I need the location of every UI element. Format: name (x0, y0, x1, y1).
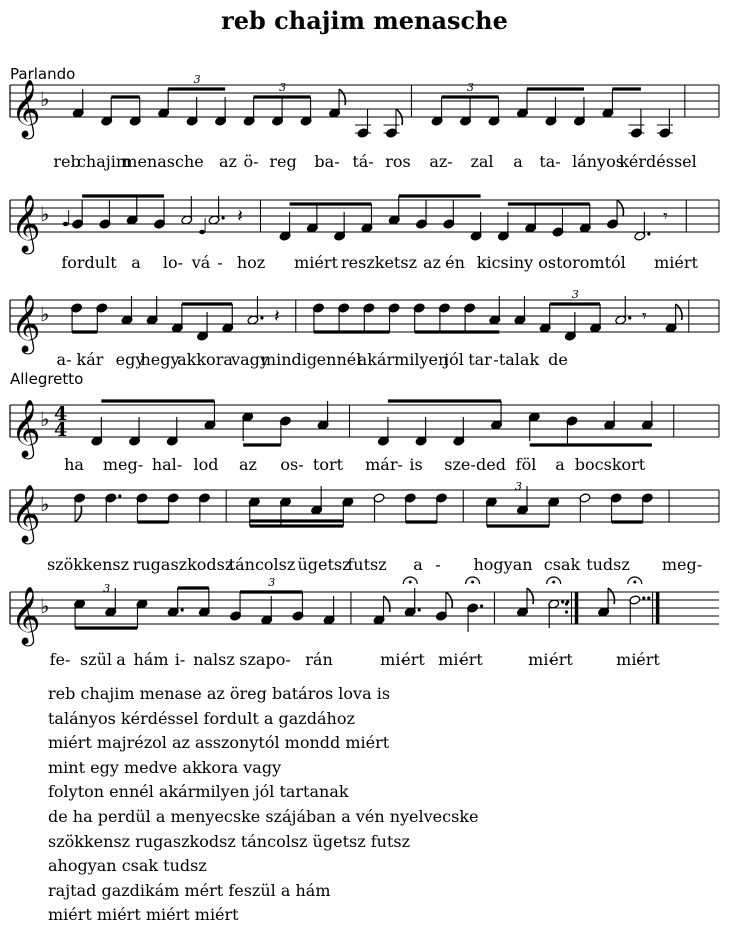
lyric-syllable: ért (459, 650, 483, 669)
lyric-syllable: az (423, 253, 441, 272)
rest-mark: 𝄾 (663, 206, 668, 227)
lyric-syllable: hegy (140, 350, 180, 369)
lyric-syllable: az (219, 152, 237, 171)
flat-icon: ♭ (40, 594, 50, 618)
lyric-syllable: fe- (49, 650, 71, 669)
lyric-syllable: szökkensz (46, 555, 130, 574)
fermata-dot (471, 581, 474, 584)
lyric-syllable: ded (476, 455, 506, 474)
song-title: reb chajim menasche (221, 6, 508, 35)
flat-icon: ♭ (40, 492, 50, 516)
lyric-syllable: lod (193, 455, 219, 474)
lyric-syllable: ba- (314, 152, 340, 171)
fermata-dot (552, 581, 555, 584)
flag-mark (384, 596, 390, 612)
dot-mark (642, 596, 645, 599)
tempo-mark-allegretto: Allegretto (10, 370, 84, 388)
treble-clef-icon: 𝄞 (11, 484, 41, 542)
treble-clef-icon: 𝄞 (11, 294, 41, 352)
lyric-syllable: lo- (162, 253, 184, 272)
tuplet-number: 3 (571, 288, 579, 301)
lyric-syllable: mi- (616, 650, 642, 669)
flat-icon: ♭ (40, 87, 50, 111)
treble-clef-icon: 𝄞 (11, 194, 41, 252)
fermata-dot (633, 581, 636, 584)
lyric-syllable: az (239, 455, 257, 474)
lyric-syllable: talak (498, 350, 540, 369)
lyric-syllable: mindig (260, 350, 318, 369)
tuplet-number: 3 (103, 582, 111, 595)
lyric-syllable: - (435, 555, 441, 574)
lyric-syllable: menasche (122, 152, 204, 171)
lyric-syllable: ennél (316, 350, 362, 369)
lyric-syllable: miért (654, 253, 698, 272)
tuplet-number: 3 (268, 576, 276, 589)
lyric-syllable: reg (269, 152, 297, 171)
lyric-syllable: a (131, 253, 141, 272)
lyric-syllable: ért (636, 650, 660, 669)
flag-mark (608, 588, 614, 604)
lyric-syllable: hogyan (473, 555, 533, 574)
flat-icon: ♭ (40, 302, 50, 326)
dot-mark (480, 604, 483, 607)
lyric-syllable: de (548, 350, 568, 369)
lyric-syllable: is (409, 455, 423, 474)
lyric-syllable: rugaszkodsz (132, 555, 234, 574)
rest-mark: 𝄽 (274, 306, 280, 327)
lyric-syllable: az- (429, 152, 453, 171)
lyric-syllable: vá (191, 253, 211, 272)
lyric-syllable: kicsiny (476, 253, 534, 272)
lyric-syllable: ros (385, 152, 411, 171)
lyric-syllable: ta- (539, 152, 561, 171)
verse-line: reb chajim menase az öreg batáros lova is (48, 684, 391, 703)
lyric-syllable: - (493, 350, 499, 369)
lyric-syllable: tá- (352, 152, 374, 171)
lyric-syllable: - (217, 253, 223, 272)
lyric-syllable: szapo- (239, 650, 291, 669)
time-signature-top: 4 (54, 403, 68, 425)
lyric-syllable: bocskort (574, 455, 646, 474)
lyric-syllable: mi- (380, 650, 406, 669)
lyric-syllable: tudsz (586, 555, 630, 574)
lyric-syllable: jól (444, 350, 464, 369)
lyric-syllable: hoz (236, 253, 266, 272)
rest-mark: 𝄽 (237, 206, 243, 227)
verse-line: folyton ennél akármilyen jól tartanak (48, 782, 349, 802)
fermata-dot (409, 581, 412, 584)
lyric-syllable: chajim (76, 152, 132, 171)
lyric-syllable: futsz (347, 555, 387, 574)
verse-line: ahogyan csak tudsz (48, 856, 207, 876)
lyric-syllable: rán (305, 650, 333, 669)
lyric-syllable: kérdéssel (619, 152, 697, 171)
lyric-syllable: a (513, 152, 523, 171)
lyric-syllable: kár (76, 350, 104, 369)
lyric-syllable: meg- (661, 555, 703, 574)
lyric-syllable: ért (401, 650, 425, 669)
lyric-syllable: ügetsz (297, 555, 351, 574)
tempo-mark-parlando: Parlando (10, 65, 76, 83)
dot-mark (181, 608, 184, 611)
lyric-syllable: csak (543, 555, 581, 574)
treble-clef-icon: 𝄞 (11, 79, 41, 137)
tuplet-number: 3 (467, 81, 475, 94)
lyric-syllable: reb (53, 152, 81, 171)
lyric-syllable: mi- (528, 650, 554, 669)
lyric-syllable: hal- (151, 455, 183, 474)
lyric-syllable: táncolsz (228, 555, 296, 574)
flag-mark (527, 588, 533, 604)
lyric-syllable: vagy (231, 350, 269, 369)
lyric-syllable: sze- (444, 455, 476, 474)
time-signature-bottom: 4 (54, 419, 68, 441)
treble-clef-icon: 𝄞 (11, 586, 41, 644)
lyric-syllable: a (116, 650, 126, 669)
lyric-syllable: ostoromtól (538, 253, 626, 272)
verse-line: de ha perdül a menyecske szájában a vén nyelvecske (48, 806, 479, 826)
flat-icon: ♭ (40, 202, 50, 226)
lyric-syllable: nalsz (193, 650, 235, 669)
verse-text (48, 682, 478, 928)
tuplet-number: 3 (193, 73, 201, 86)
lyric-syllable: ö- (243, 152, 259, 171)
treble-clef-icon: 𝄞 (11, 399, 41, 457)
lyric-syllable: meg- (102, 455, 144, 474)
rest-mark: 𝄾 (641, 306, 647, 327)
repeat-dot (565, 610, 568, 613)
lyric-syllable: már- (365, 455, 403, 474)
lyric-syllable: én (445, 253, 465, 272)
lyric-syllable: egy (115, 350, 145, 369)
tuplet-number: 3 (515, 480, 522, 493)
lyric-syllable: reszketsz (341, 253, 417, 272)
dot-mark (418, 608, 421, 611)
verse-line: mint egy medve akkora vagy (48, 757, 282, 777)
dot-mark (647, 596, 650, 599)
lyric-syllable: i- (174, 650, 186, 669)
lyric-syllable: tort (312, 455, 344, 474)
lyric-syllable: akármilyen (357, 350, 449, 369)
lyric-syllable: miért (294, 253, 338, 272)
lyric-syllable: zal (470, 152, 494, 171)
lyric-syllable: fordult (61, 253, 117, 272)
lyric-syllable: os- (280, 455, 304, 474)
lyric-syllable: a (413, 555, 423, 574)
lyric-syllable: a (555, 455, 565, 474)
lyric-syllable: hám (133, 650, 169, 669)
lyric-syllable: mi- (438, 650, 464, 669)
lyric-syllable: ért (549, 650, 573, 669)
dot-mark (561, 600, 564, 603)
lyric-syllable: föl (515, 455, 537, 474)
verse-line: miért majrézol az asszonytól mondd miért (48, 733, 390, 753)
verse-line: miért miért miért miért (48, 905, 239, 925)
verse-line: rajtad gazdikám mért feszül a hám (48, 880, 331, 900)
verse-line: szökkensz rugaszkodsz táncolsz ügetsz futsz (48, 831, 411, 851)
tuplet-number: 3 (279, 81, 287, 94)
repeat-dot (565, 602, 568, 605)
lyric-syllable: tar (468, 350, 492, 369)
lyric-syllable: ha (64, 455, 84, 474)
flat-icon: ♭ (40, 407, 50, 431)
lyric-syllable: szül (79, 650, 113, 669)
lyric-syllable: lányos (572, 152, 624, 171)
verse-line: talányos kérdéssel fordult a gazdához (48, 708, 355, 728)
lyric-syllable: a- (56, 350, 72, 369)
lyric-syllable: akkora (177, 350, 233, 369)
